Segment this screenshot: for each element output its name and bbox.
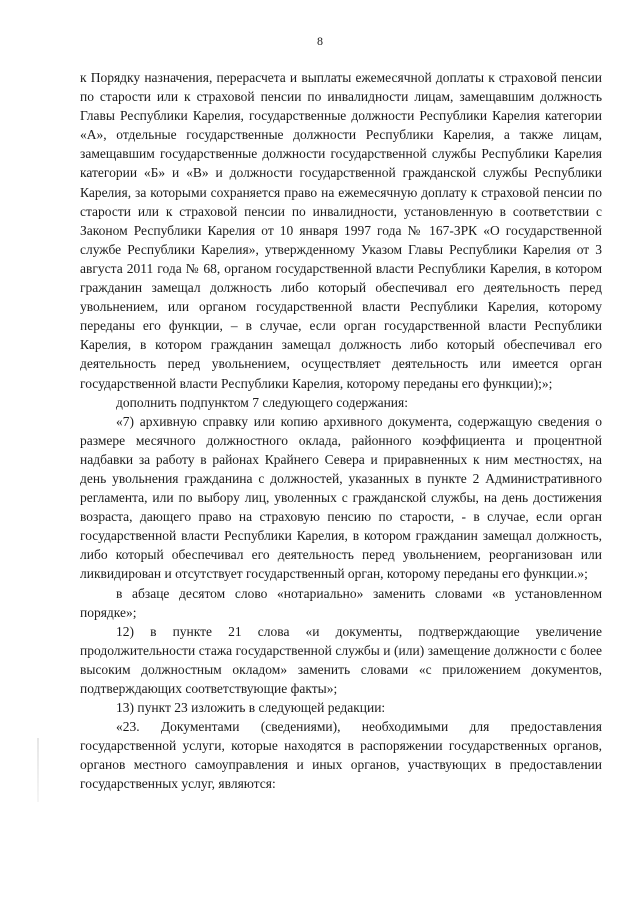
paragraph-continuation: к Порядку назначения, перерасчета и выплаты ежемесячной доплаты к страховой пенсии по старости или к страховой пенсии по инвалидности лицам, замещавшим должность Главы Республики Карелия, государственные должности Республики Карелия категории «А», отдельные государственные должности Республики Карелия, а также лицам, замещавшим государственные должности государственной службы Республики Карелия категории «Б» и «В» и должности государственной гражданской службы Республики Карелия, за которыми сохраняется право на ежемесячную доплату к страховой пенсии по старости или к страховой пенсии по инвалидности, установленную в соответствии с Законом Республики Карелия от 10 января 1997 года № 167-ЗРК «О государственной службе Республики Карелия», утвержденному Указом Главы Республики Карелия от 3 августа 2011 года № 68, органом государственной власти Республики Карелия, в котором гражданин замещал должность либо который обеспечивал его деятельность перед увольнением, или органом государственной власти Республики Карелия, которому переданы его функции, – в случае, если орган государственной власти Республики Карелия, в котором гражданин замещал должность либо который обеспечивал его деятельность перед увольнением, осуществляет деятельность или имеется орган государственной власти Республики Карелия, которому переданы его функции);»; (80, 70, 602, 391)
body-text (80, 68, 602, 794)
paragraph-item-12: 12) в пункте 21 слова «и документы, подтверждающие увеличение продолжительности стажа государственной службы и (или) замещение должности с более высоким должностным окладом» заменить словами «с приложением документов, подтверждающих соответствующие факты»; (80, 623, 602, 696)
page-number: 8 (317, 34, 323, 48)
paragraph-subclause-7: «7) архивную справку или копию архивного документа, содержащую сведения о размере месячного должностного оклада, районного коэффициента и процентной надбавки за работу в районах Крайнего Севера и приравненных к ним местностях, на день увольнения гражданина с должностей, указанных в пункте 2 Административного регламента, или по выбору лиц, уволенных с гражданской службы, на день достижения возраста, дающего право на страховую пенсию по старости, - в случае, если орган государственной власти Республики Карелия, в котором гражданин замещал должность, либо который обеспечивал его деятельность перед увольнением, реорганизован или ликвидирован и отсутствует государственный орган, которому переданы его функции.»; (80, 413, 602, 582)
paragraph-tenth-clause: в абзаце десятом слово «нотариально» заменить словами «в установленном порядке»; (80, 585, 602, 620)
paragraph-add-subclause: дополнить подпунктом 7 следующего содержания: (116, 394, 408, 410)
paragraph-item-23: «23. Документами (сведениями), необходимыми для предоставления государственной услуги, которые находятся в распоряжении государственных органов, органов местного самоуправления и иных органов, участвующих в предоставлении государственных услуг, являются: (80, 719, 602, 792)
scan-artifact (37, 738, 39, 802)
paragraph-item-13: 13) пункт 23 изложить в следующей редакции: (116, 700, 386, 716)
